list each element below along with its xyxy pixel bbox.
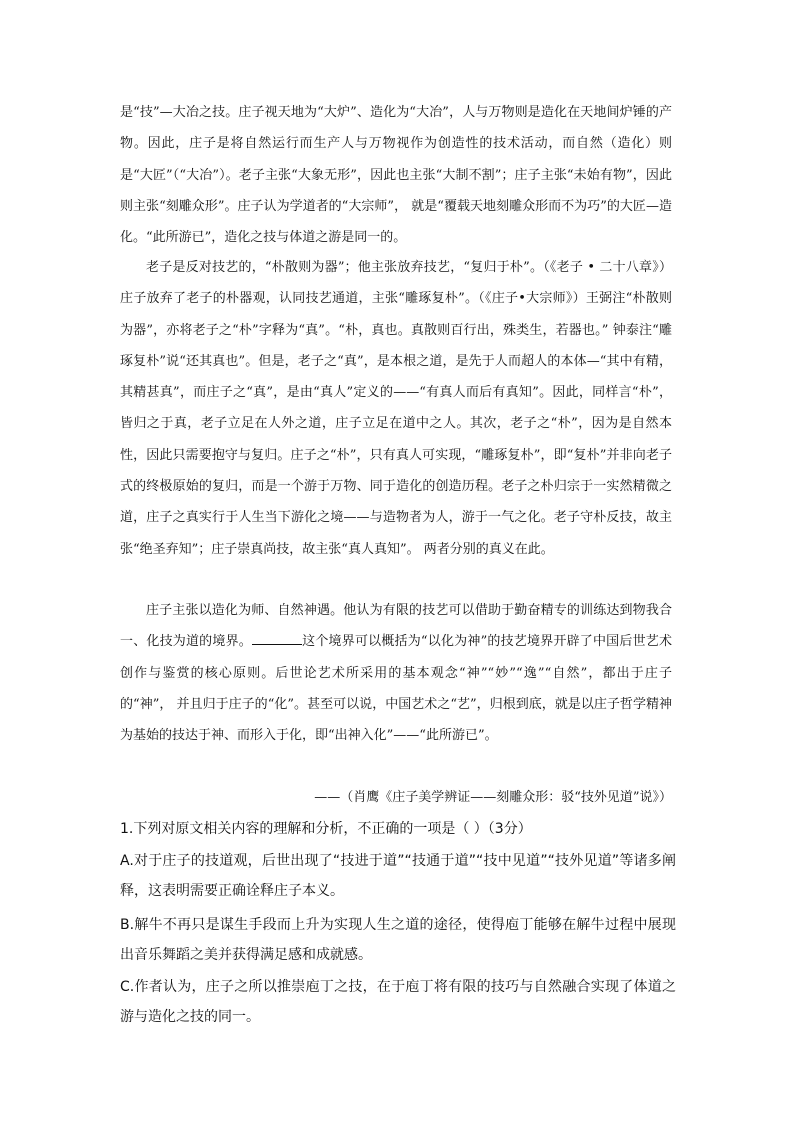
passage-source: ——（肖鹰《庄子美学辨证——刻雕众形：驳“技外见道”说》）: [314, 790, 672, 805]
text-line: 这个境界可以概括为“以化为神”的技艺境界开辟了: [301, 634, 593, 650]
text-line: 然”，都出于庄子的“神”， 并且归于庄子的“化”。甚至可以说，中国艺术之“艺”，归根: [120, 665, 672, 712]
text-line: 弼注“朴散则为器”，亦将老子之“朴”字释为“真”。“朴，真也。真散则百行出，殊类生，: [120, 291, 672, 338]
text-line: 技，故主张“真人真知”。 两者分别的真义在此。: [276, 541, 554, 557]
text-line: 老子是反对技艺的，“朴散则为器”；他主张放弃技艺，“复归于朴”。（《老子 • 二十八: [146, 260, 640, 275]
text-line: 主张“未始有物”，因此则主张“刻雕众形”。庄子认为学道者的“大宗师”， 就是“覆载天: [120, 167, 672, 214]
text-line: 有真人可实现，“雕琢复朴”，即“复朴”并非向老子式的终极原始的复归，而是一个游于万: [120, 447, 672, 495]
text-line: 地刻雕众形而不为巧”的大匠—造化。“此所游已”，造化之技与体道之游是同一的。: [120, 198, 672, 246]
text-line: 已”。: [464, 728, 498, 744]
text-line: 庄子主张以造化为师、自然神遇。他认为有限的技艺可以借助于勤奋精专的训练达到物: [146, 603, 646, 618]
text-line: （造化）则是“大匠”（“大冶”）。老子主张“大象无形”，因此也主张“大制不割”；庄子: [120, 136, 672, 183]
passage-paragraph-2: [120, 252, 672, 565]
option-c: C.作者认为，庄子之所以推崇庖丁之技，在于庖丁将有限的技巧与自然融合实现了体道之游与造化之技的同一。: [120, 979, 676, 1025]
text-line: 中之人。其次，老子之“朴”，因为是自然本性，因此只需要抱守与复归。庄子之“朴”，只: [120, 416, 672, 463]
text-line: 我合 一、化技为道的境界。: [120, 603, 672, 650]
text-line: 中国后世艺术创作与鉴赏的核心原则。后世论艺术所采用的基本观念“神”“妙”“逸”“自: [120, 634, 672, 681]
text-line: 是“技”—大冶之技。庄子视天地为“大炉”、造化为“大冶”，人与万物则是造化在天地间: [120, 105, 620, 120]
text-line: 若器也。” 钟泰注“雕琢复朴”说“还其真也”。但是，老子之“真”，是本根之道，是先于: [120, 322, 672, 369]
text-line: 真人而后有真知”。因此，同样言“朴”，皆归之于真，老子立足在人外之道，庄子立足在道: [120, 385, 672, 432]
text-line: 之境——与造物者为人，游于一气之化。老子守朴反技，故主张“绝圣弃知”；庄子崇真尚: [120, 510, 672, 557]
text-line: 到底，就是以庄子哲学精神为基始的技达于神、而形入于化，即“出神入化”——“此所游: [120, 696, 672, 744]
question-stem: 1.下列对原文相关内容的理解和分析，不正确的一项是（ ）（3分）: [120, 821, 532, 837]
text-line: 物、同于造化的创造历程。老子之朴归宗于一实然精微之道，庄子之真实行于人生当下游化: [120, 479, 672, 526]
option-a: A.对于庄子的技道观，后世出现了“技进于道”“技通于道”“技中见道”“技外见道”等诸多阐释，这表明需要正确诠释庄子本义。: [120, 853, 676, 899]
fill-in-blank: [252, 632, 302, 645]
text-line: 炉锤的产物。因此，庄子是将自然运行而生产人与万物视作为创造性的技术活动，而自然: [120, 105, 672, 152]
text-line: 章》）庄子放弃了老子的朴器观，认同技艺通道，主张“雕琢复朴”。（《庄子•大宗师》）王: [120, 260, 672, 307]
passage-paragraph-1: [120, 97, 672, 253]
text-line: 人而超人的本体—“其中有精，其精甚真”，而庄子之“真”，是由“真人”定义的——“有: [120, 353, 672, 401]
option-b: B.解牛不再只是谋生手段而上升为实现人生之道的途径，使得庖丁能够在解牛过程中展现出音乐舞蹈之美并获得满足感和成就感。: [120, 917, 676, 963]
passage-paragraph-3: [120, 595, 672, 751]
